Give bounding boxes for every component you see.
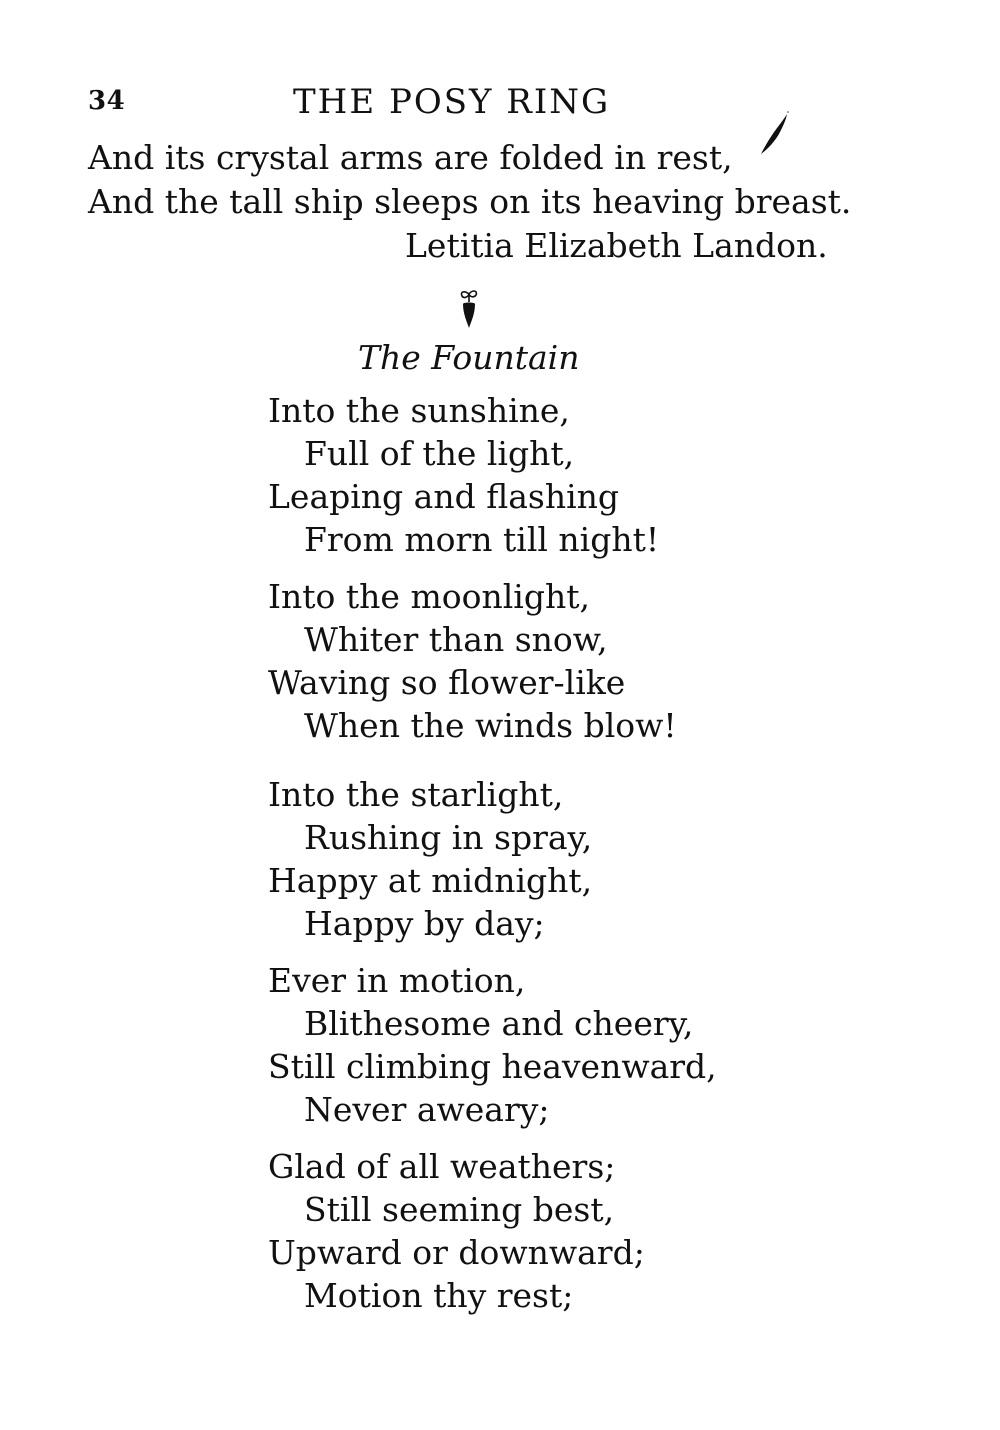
page-number: 34: [88, 86, 126, 116]
stanza: [268, 389, 908, 561]
poem-line: And its crystal arms are folded in rest,: [88, 138, 733, 177]
poem-line: Glad of all weathers;: [268, 1147, 616, 1186]
poem-line: Full of the light,: [304, 434, 575, 473]
poem-line: Into the starlight,: [268, 775, 564, 814]
poem-line: Waving so flower-like: [268, 663, 626, 702]
stanza: [268, 773, 908, 945]
poem-line: Whiter than snow,: [304, 620, 608, 659]
poem-line: Ever in motion,: [268, 961, 526, 1000]
poem-title: The Fountain: [358, 338, 580, 377]
poem-line: Still climbing heavenward,: [268, 1047, 717, 1086]
running-head: THE POSY RING: [293, 82, 611, 122]
previous-poem-ending: [88, 136, 888, 224]
poem-line: Still seeming best,: [304, 1190, 615, 1229]
poem-body: [268, 389, 908, 1317]
poem-line: Never aweary;: [304, 1090, 550, 1129]
poem-line: Into the moonlight,: [268, 577, 590, 616]
poem-line: Into the sunshine,: [268, 391, 570, 430]
poem-line: From morn till night!: [304, 520, 660, 559]
stanza: [268, 959, 908, 1131]
poem-line: Upward or downward;: [268, 1233, 645, 1272]
poem-line: And the tall ship sleeps on its heaving breast.: [88, 182, 852, 221]
poem-line: Leaping and flashing: [268, 477, 620, 516]
page-header: [88, 82, 708, 122]
poem-line: Motion thy rest;: [304, 1276, 574, 1315]
stanza: [268, 575, 908, 747]
poem-line: Happy at midnight,: [268, 861, 593, 900]
author-attribution: Letitia Elizabeth Landon.: [405, 226, 828, 265]
leaf-ornament-icon: [452, 284, 486, 330]
poem-line: Rushing in spray,: [304, 818, 593, 857]
poem-line: Blithesome and cheery,: [304, 1004, 694, 1043]
poem-line: Happy by day;: [304, 904, 545, 943]
stanza: [268, 1145, 908, 1317]
poem-line: When the winds blow!: [304, 706, 677, 745]
